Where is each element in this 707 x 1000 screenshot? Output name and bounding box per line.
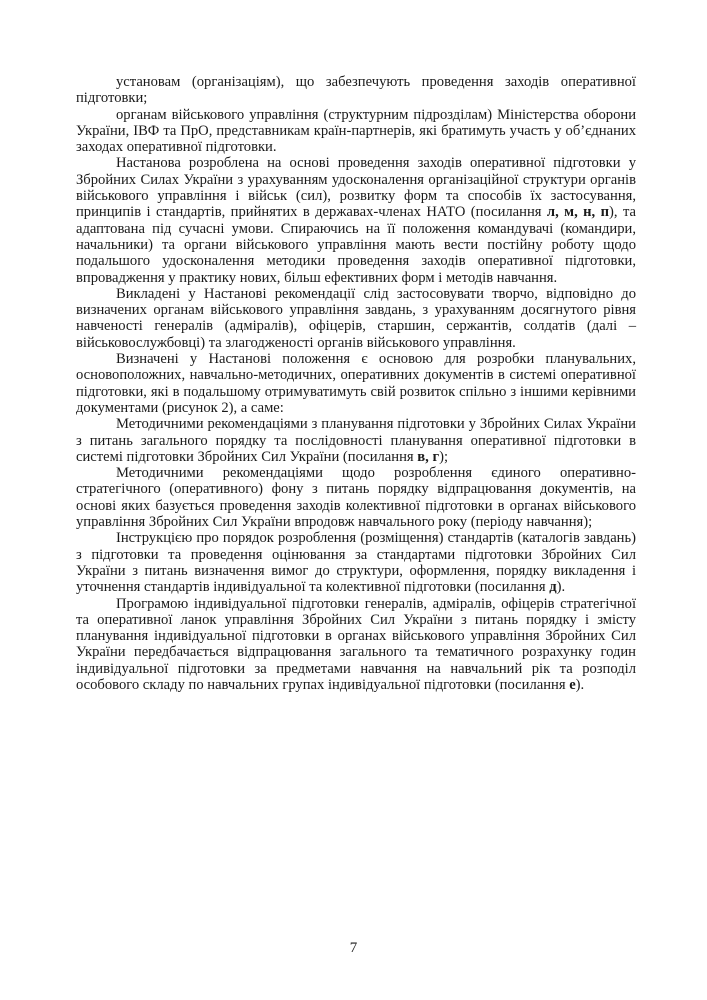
paragraph-8: Інструкцією про порядок розроблення (розміщення) стандартів (каталогів завдань) з підготовки та проведення оцінювання за стандартами підготовки Збройних Сил України з питань визначення вимог до структури, оформлення, порядку викладення і уточнення стандартів індивідуальної та колективної підготовки (посилання д).	[76, 530, 636, 596]
paragraph-5: Визначені у Настанові положення є основою для розробки планувальних, основоположних, навчально-методичних, оперативних документів в системі оперативної підготовки, які в подальшому отримуватимуть свій розвиток спільно з іншими керівними документами (рисунок 2), а саме:	[76, 351, 636, 416]
body-text	[76, 74, 636, 693]
paragraph-6: Методичними рекомендаціями з планування підготовки у Збройних Силах України з питань загального порядку та послідовності планування оперативної підготовки в системі підготовки Збройних Сил України (посилання в, г);	[76, 416, 636, 465]
paragraph-7: Методичними рекомендаціями щодо розроблення єдиного оперативно-стратегічного (оперативного) фону з питань порядку відпрацювання документів, на основі яких базується проведення заходів колективної підготовки в органах військового управління Збройних Сил України впродовж навчального року (періоду навчання);	[76, 465, 636, 531]
reference-letters: в, г	[417, 448, 440, 465]
paragraph-4: Викладені у Настанові рекомендації слід застосовувати творчо, відповідно до визначених органам військового управління завдань, з урахуванням досягнутого рівня навченості генералів (адміралів), офіцерів, старшин, сержантів, солдатів (далі – військовослужбовці) та злагодженості органів військового управління.	[76, 285, 636, 351]
reference-letters: л, м, н, п	[546, 204, 610, 221]
reference-letters: д	[549, 579, 557, 596]
paragraph-1: установам (організаціям), що забезпечують проведення заходів оперативної підготовки;	[76, 74, 636, 107]
paragraph-9: Програмою індивідуальної підготовки генералів, адміралів, офіцерів стратегічної та оперативної ланок управління Збройних Сил України з питань порядку і змісту планування індивідуальної підготовки в органах військового управління Збройних Сил України передбачається відпрацювання загального та тематичного розрахунку годин індивідуальної підготовки за предметами навчання на навчальний рік та розподіл особового складу по навчальних групах індивідуальної підготовки (посилання е).	[76, 595, 636, 693]
reference-letters: е	[569, 676, 576, 693]
paragraph-3: Настанова розроблена на основі проведення заходів оперативної підготовки у Збройних Силах України з урахуванням удосконалення організаційної структури органів військового управління і військ (сил), розвитку форм та способів їх застосування, принципів і стандартів, прийнятих в державах-членах НАТО (посилання л, м, н, п), та адаптована під сучасні умови. Спираючись на її положення командувачі (командири, начальники) та органи військового управління мають вести постійну роботу щодо подальшого удосконалення методики проведення заходів оперативної підготовки, впровадження у практику нових, більш ефективних форм і методів навчання.	[76, 155, 636, 286]
page-number: 7	[349, 940, 358, 956]
paragraph-2: органам військового управління (структурним підрозділам) Міністерства оборони України, ІВФ та ПрО, представникам країн-партнерів, які братимуть участь у об’єднаних заходах оперативної підготовки.	[76, 106, 636, 156]
